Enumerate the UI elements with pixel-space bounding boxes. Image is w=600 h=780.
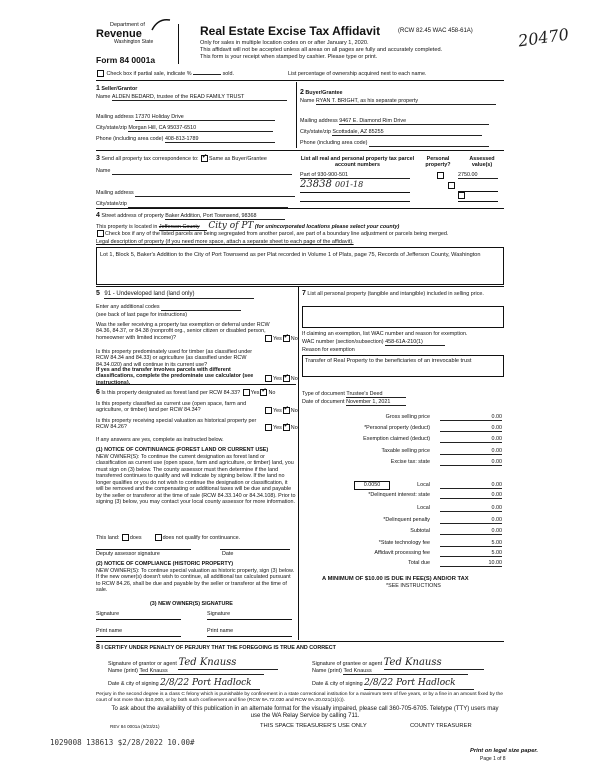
sec5-q1-answers: Yes✔ No: [264, 335, 298, 342]
buyer-mail-row: Mailing address 9467 E. Diamond Rim Drive: [300, 118, 489, 125]
revenue-wordmark: Revenue: [96, 27, 142, 40]
sec5-q2b: If yes and the transfer involves parcels with different classifications, complete the predominate use calculator (see instructions).: [96, 367, 254, 386]
personal-property-checkbox-3[interactable]: [458, 192, 465, 199]
grantee-signature-row: Signature of grantee or agent Ted Knauss: [312, 657, 484, 670]
wac-number[interactable]: 458-61A-210(1): [385, 339, 445, 346]
sec3-city-row: City/state/zip: [96, 201, 288, 208]
grantor-signature[interactable]: Ted Knauss: [178, 657, 278, 670]
this-land-row: This land: does does not qualify for continuance.: [96, 534, 241, 541]
doc-type-row: Type of document Trustee's Deed: [302, 391, 406, 398]
delinq-state-value[interactable]: 0.00: [440, 492, 502, 499]
revision: REV 84 0001a (9/23/21): [110, 724, 160, 729]
tax-row-value[interactable]: 0.00: [440, 414, 502, 421]
tax-row-label: *Personal property (deduct): [364, 425, 430, 431]
accessibility-notice: To ask about the availability of this publication in an alternate format for the visually impaired, please call 360-705-6705. Teletype (TTY) users may use the WA Relay Service by calling 711.: [111, 706, 499, 720]
land-use-code[interactable]: 91 - Undeveloped land (land only): [104, 291, 254, 299]
sec5-q1: Was the seller receiving a property tax exemption or deferral under RCW 84.36, 84.37, or 84.38 (nonprofit org., senior citizen or disabled person, homeowner with limited income)?: [96, 322, 270, 341]
continuance-heading: (1) NOTICE OF CONTINUANCE (FOREST LAND OR CURRENT USE): [96, 447, 269, 453]
historic-yes[interactable]: [265, 424, 272, 431]
header-line-3: This form is your receipt when stamped by cashier. Please type or print.: [200, 54, 378, 60]
historic-no[interactable]: [283, 424, 290, 431]
grantor-name[interactable]: Ted Knauss: [139, 668, 264, 675]
header-line-1: Only for sales in multiple location codes on or after January 1, 2020.: [200, 40, 369, 46]
local2-value[interactable]: 0.00: [440, 505, 502, 512]
sec5-q1-yes[interactable]: [265, 335, 272, 342]
sec6-q1: 6 Is this property designated as forest land per RCW 84.33? Yes✔ No: [96, 389, 275, 397]
personal-property-heading: Personal property?: [425, 156, 451, 169]
form-number: Form 84 0001a: [96, 55, 156, 65]
continuance-text: NEW OWNER(S): To continue the current designation as forest land or classification as current use (open space, farm and agriculture, or timber) land, you must sign on (3) below. The county assessor must then determine if the land transferred continues to qualify and will indicate by signing below. If the land no longer qualifies or you do not wish to continue the designation or classification, it will be removed and the compensating or additional taxes will be due and payable by the seller or transferor at the time of sale (RCW 84.33.140 or 84.34.108). Prior to signing (3) below, you may contact your local county assessor for more information.: [96, 454, 296, 506]
seller-phone-row: Phone (including area code) 408-813-1789: [96, 136, 275, 143]
legal-paper-note: Print on legal size paper.: [470, 748, 538, 754]
penalty-label: *Delinquent penalty: [383, 517, 430, 523]
tax-row-label: Excise tax: state: [390, 459, 430, 465]
sec6-q2-answers: Yes✔ No: [264, 407, 298, 414]
sec3-heading: 3 Send all property tax correspondence to: ✔ Same as Buyer/Grantee: [96, 155, 267, 163]
assessed-value-1[interactable]: 2750.00: [458, 172, 498, 179]
certify-row: 8 I CERTIFY UNDER PENALTY OF PERJURY THAT THE FOREGOING IS TRUE AND CORRECT: [96, 644, 336, 651]
personal-property-checkbox-2[interactable]: [448, 182, 455, 189]
exemption-reason-box[interactable]: [302, 355, 504, 377]
total-due-label: Total due: [408, 560, 430, 566]
segregated-row: Check box if any of the listed parcels are being segregated from another parcel, are part of a boundary line adjustment or parcels being merged.: [96, 230, 448, 237]
personal-property-checkbox-1[interactable]: [437, 172, 444, 179]
current-use-no[interactable]: [283, 407, 290, 414]
new-owner-signature-heading: (3) NEW OWNER(S) SIGNATURE: [150, 601, 233, 607]
local2-label: Local: [417, 505, 430, 511]
sec6-q3-answers: Yes✔ No: [264, 424, 298, 431]
street-row: 4 Street address of property Baker Addition, Port Townsend, 98368: [96, 212, 285, 220]
tax-row-value[interactable]: 0.00: [440, 436, 502, 443]
partial-sale-checkbox[interactable]: [97, 70, 104, 77]
buyer-phone[interactable]: [369, 140, 489, 147]
tax-row-label: Taxable selling price: [381, 448, 430, 454]
legal-label: Legal description of property (if you need more space, attach a separate sheet to each page of the affidavit).: [96, 239, 354, 245]
sec6-note: If any answers are yes, complete as instructed below.: [96, 437, 224, 443]
owner-signature-label-1: Signature: [96, 611, 120, 617]
sec5-q2: Is this property predominately used for timber (as classified under RCW 84.34 and 84.33) or agriculture (as classified under RCW 84.34.020) and will continue in its current use?: [96, 349, 253, 368]
seller-heading: 1 Seller/Grantor: [96, 85, 138, 92]
street-address[interactable]: Baker Addition, Port Townsend, 98368: [165, 213, 285, 220]
subtotal-value[interactable]: 0.00: [440, 528, 502, 535]
tech-fee-label: *State technology fee: [378, 540, 430, 546]
current-use-yes[interactable]: [265, 407, 272, 414]
segregated-checkbox[interactable]: [97, 230, 104, 237]
exemption-reason: Transfer of Real Property to the beneficiaries of an irrevocable trust: [305, 358, 472, 364]
minimum-due-note: A MINIMUM OF $10.00 IS DUE IN FEE(S) AND/OR TAX: [322, 576, 469, 582]
form-title: Real Estate Excise Tax Affidavit: [200, 24, 381, 38]
assessed-value-heading: Assessed value(s): [469, 156, 495, 169]
buyer-name[interactable]: RYAN T. BRIGHT, as his separate property: [316, 98, 496, 105]
buyer-heading: 2 Buyer/Grantee: [300, 89, 343, 96]
local-value[interactable]: 0.00: [440, 482, 502, 489]
header-line-2: This affidavit will not be accepted unless all areas on all pages are fully and accurately completed.: [200, 47, 443, 53]
revenue-swoosh-icon: [150, 18, 172, 32]
legal-description: Lot 1, Block 5, Baker's Addition to the City of Port Townsend as per Plat recorded in Volume 1 of Plats, page 75, Records of Jefferson County, Washington: [100, 252, 481, 258]
dept-of: Department of: [110, 22, 145, 28]
document-date[interactable]: November 1, 2021: [346, 399, 406, 406]
total-due-value[interactable]: 10.00: [440, 560, 502, 567]
doc-date-row: Date of document November 1, 2021: [302, 399, 406, 406]
reason-label: Reason for exemption: [302, 347, 355, 353]
historic-text: NEW OWNER(S): To continue special valuation as historic property, sign (3) below. If the new owner(s) doesn't wish to continue, all additional tax calculated pursuant to RCW 84.26, shall be due and payable by the seller or transferor at the time of sale.: [96, 568, 295, 594]
seller-name-row: Name ALDEN BEDARD, trustee of the READ FAMILY TRUST: [96, 94, 287, 101]
grantor-name-row: Name (print) Ted Knauss: [108, 668, 264, 675]
seller-name[interactable]: ALDEN BEDARD, trustee of the READ FAMILY TRUST: [112, 94, 287, 101]
buyer-mail[interactable]: 9467 E. Diamond Rim Drive: [339, 118, 489, 125]
grantor-date-row: Date & city of signing 2/8/22 Port Hadlock: [108, 678, 260, 690]
partial-sale-row: Check box if partial sale, indicate % sold.: [96, 70, 234, 77]
tax-row-value[interactable]: 0.00: [440, 425, 502, 432]
personal-property-box[interactable]: [302, 306, 504, 328]
see-instructions: *SEE INSTRUCTIONS: [386, 583, 441, 589]
grantee-date-row: Date & city of signing 2/8/22 Port Hadlock: [312, 678, 474, 690]
owner-print-label-1: Print name: [96, 628, 123, 634]
grantee-date[interactable]: 2/8/22 Port Hadlock: [364, 678, 474, 690]
rate-box[interactable]: 0.0050: [354, 481, 390, 490]
additional-codes-row: Enter any additional codes: [96, 304, 241, 311]
sec5-q1-no[interactable]: [283, 335, 290, 342]
delinq-state-label: *Delinquent interest: state: [368, 492, 430, 498]
tax-row-value[interactable]: 0.00: [440, 459, 502, 466]
local-label: Local: [417, 482, 430, 488]
page-number: Page 1 of 8: [480, 756, 506, 762]
deputy-signature-label: Deputy assessor signature: [96, 551, 160, 557]
forest-no[interactable]: [260, 389, 267, 396]
see-back: (see back of last page for instructions): [96, 312, 188, 318]
document-type[interactable]: Trustee's Deed: [346, 391, 406, 398]
exemption-claim-note: If claiming an exemption, list WAC number and reason for exemption.: [302, 331, 468, 337]
seller-city[interactable]: Morgan Hill, CA 95037-6510: [128, 125, 273, 132]
buyer-phone-row: Phone (including area code): [300, 140, 489, 147]
processing-fee-value[interactable]: 5.00: [440, 550, 502, 557]
buyer-name-row: Name RYAN T. BRIGHT, as his separate property: [300, 98, 496, 105]
deputy-date-label: Date: [222, 551, 234, 557]
sec3-name[interactable]: [112, 168, 292, 175]
sec6-q2: Is this property classified as current use (open space, farm and agriculture, or timber) land per RCW 84.34?: [96, 401, 247, 414]
owner-signature-label-2: Signature: [207, 611, 231, 617]
sec7-heading: 7 List all personal property (tangible and intangible) included in selling price.: [302, 290, 484, 297]
seller-mail[interactable]: 17370 Holiday Drive: [135, 114, 275, 121]
sec5-q2-yes[interactable]: [265, 375, 272, 382]
sec5-q2-answers: Yes✔ No: [264, 375, 298, 382]
tax-row-label: Gross selling price: [385, 414, 430, 420]
parcel-number-1[interactable]: Part of 930-900-501: [300, 172, 410, 179]
perjury-notice: Perjury in the second degree is a class C felony which is punishable by confinement in a state correctional institution for a maximum term of five years, or by a fine in an amount fixed by the court of not more than $10,000, or by both such confinement and fine (RCW 9A.72.030 and RCW 9A.20.021(1)(c)).: [96, 692, 503, 703]
parcel-list-heading: List all real and personal property tax parcel account numbers: [300, 156, 415, 169]
historic-heading: (2) NOTICE OF COMPLIANCE (HISTORIC PROPERTY): [96, 561, 234, 567]
county-treasurer: COUNTY TREASURER: [410, 723, 472, 729]
processing-fee-label: Affidavit processing fee: [374, 550, 430, 556]
buyer-city[interactable]: Scottsdale, AZ 85255: [332, 129, 482, 136]
form-cite: (RCW 82.45 WAC 458-61A): [398, 28, 473, 34]
percentage-note: List percentage of ownership acquired next to each name.: [288, 71, 427, 77]
treasurer-use: THIS SPACE TREASURER'S USE ONLY: [260, 723, 367, 729]
county-struck[interactable]: Jefferson County: [159, 224, 207, 231]
same-as-buyer-checkbox[interactable]: [201, 155, 208, 162]
land-does-checkbox[interactable]: [122, 534, 129, 541]
sec6-q3: Is this property receiving special valuation as historical property per RCW 84.26?: [96, 418, 257, 431]
sec3-mail-row: Mailing address: [96, 190, 295, 197]
sec3-name-row: Name: [96, 168, 292, 175]
land-use-row: 5 91 - Undeveloped land (land only): [96, 290, 254, 299]
buyer-city-row: City/state/zip Scottsdale, AZ 85255: [300, 129, 482, 136]
seller-phone[interactable]: 408-813-1789: [165, 136, 275, 143]
grantor-date[interactable]: 2/8/22 Port Hadlock: [160, 678, 260, 690]
land-does-not-checkbox[interactable]: [155, 534, 162, 541]
sec5-q2-no[interactable]: [283, 375, 290, 382]
washington-state: Washington State: [114, 38, 154, 45]
forest-yes[interactable]: [243, 389, 250, 396]
subtotal-label: Subtotal: [410, 528, 430, 534]
tech-fee-value[interactable]: 5.00: [440, 540, 502, 547]
grantee-name[interactable]: Ted Knauss: [343, 668, 468, 675]
sec3-mail[interactable]: [135, 190, 295, 197]
penalty-value[interactable]: 0.00: [440, 517, 502, 524]
additional-codes[interactable]: [161, 304, 241, 311]
handwritten-parcel: 23838 001-18: [300, 179, 364, 190]
handwritten-number: 20470: [516, 24, 570, 51]
seller-mail-row: Mailing address 17370 Holiday Drive: [96, 114, 275, 121]
seller-city-row: City/state/zip Morgan Hill, CA 95037-6510: [96, 125, 273, 132]
legal-description-box[interactable]: [96, 247, 504, 285]
tax-row-value[interactable]: 0.00: [440, 448, 502, 455]
recording-stamp: 1029008 138613 $2/28/2022 10.00#: [50, 738, 195, 747]
grantee-signature[interactable]: Ted Knauss: [384, 657, 484, 670]
grantee-name-row: Name (print) Ted Knauss: [312, 668, 468, 675]
wac-row: WAC number (section/subsection) 458-61A-210(1): [302, 339, 445, 346]
owner-print-label-2: Print name: [207, 628, 234, 634]
city-handwritten: City of PT: [208, 221, 254, 231]
grantor-signature-row: Signature of grantor or agent Ted Knauss: [108, 657, 278, 670]
located-row: This property is located in Jefferson County City of PT (for unincorporated locations please select your county): [96, 221, 400, 231]
tax-row-label: Exemption claimed (deduct): [363, 436, 430, 442]
